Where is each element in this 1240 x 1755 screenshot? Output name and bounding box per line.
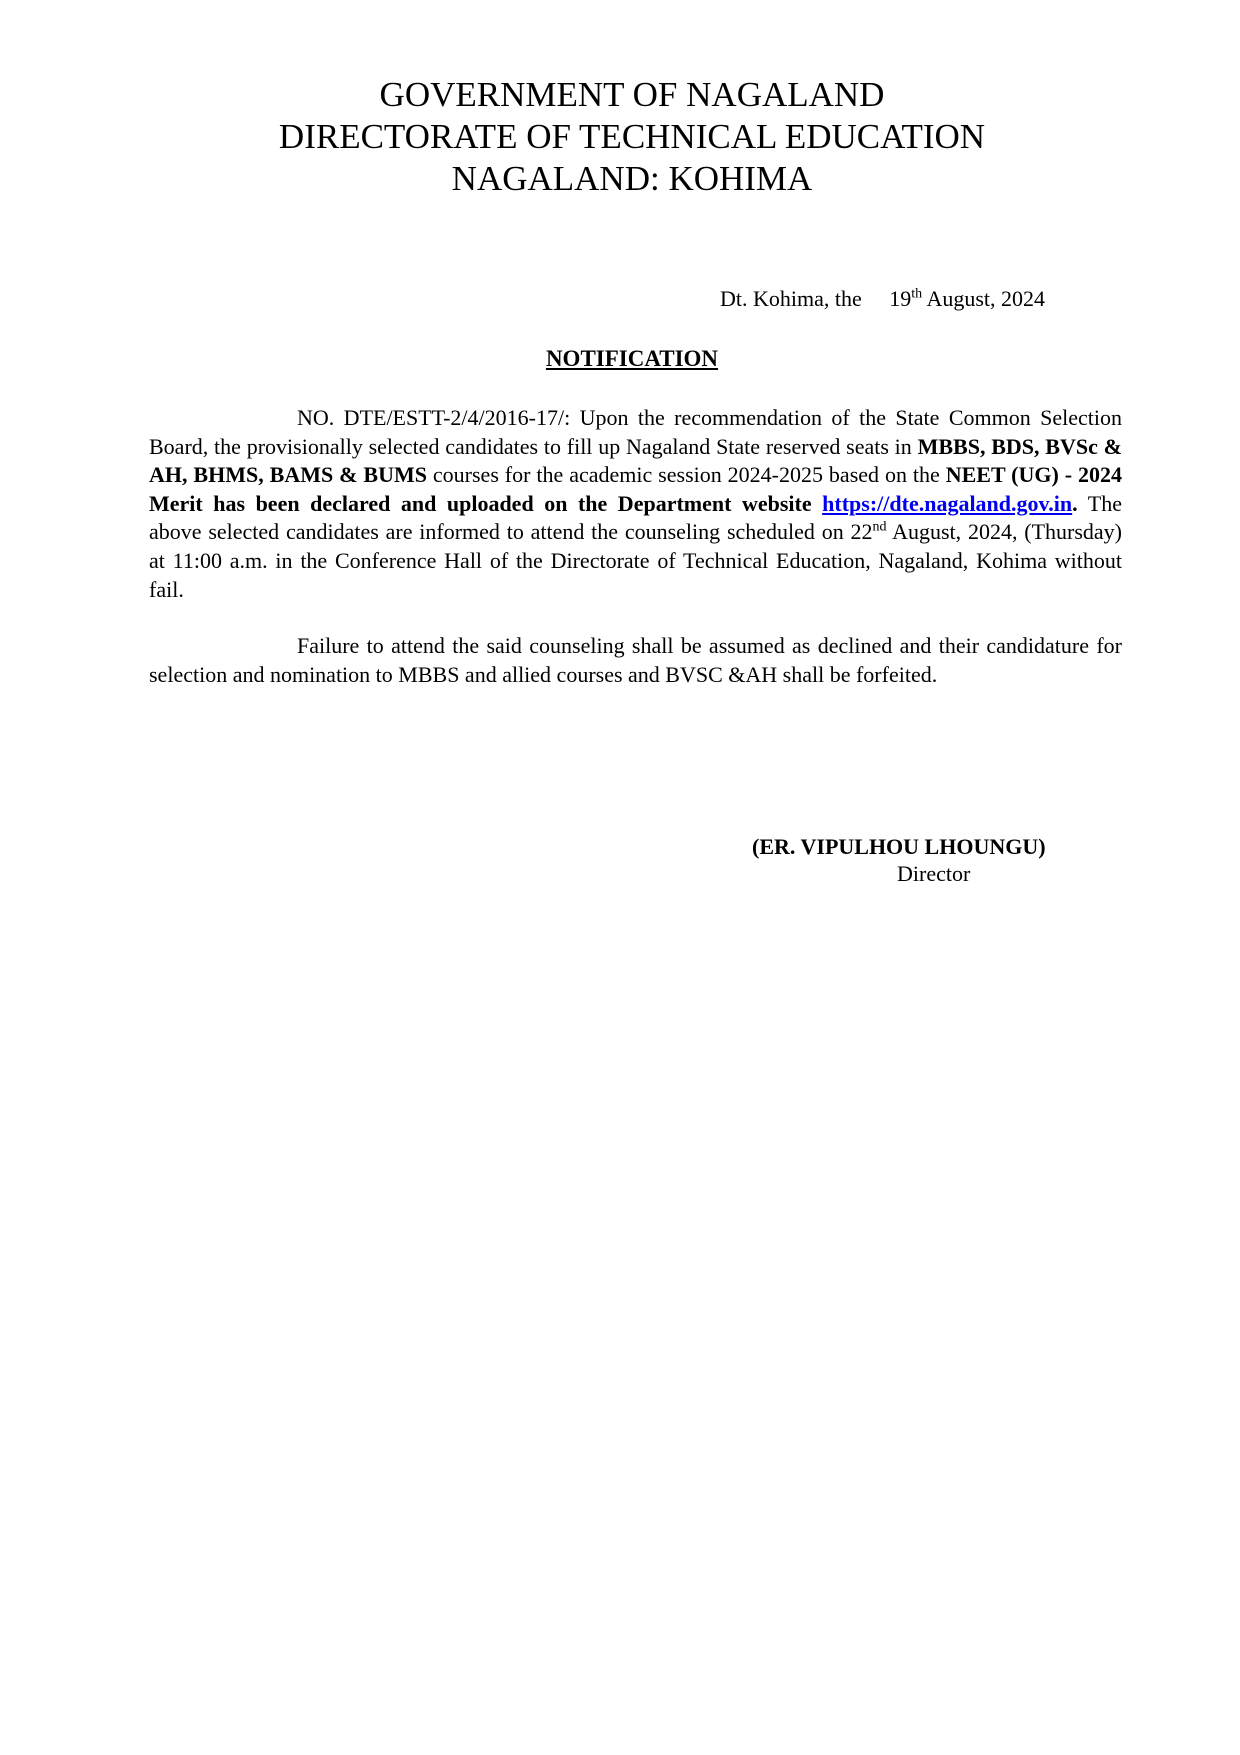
para1-courses: MBBS, BDS, BVSc & AH, BHMS, BAMS & BUMS [149,433,1122,488]
signatory-name: (ER. VIPULHOU LHOUNGU) [752,834,1046,859]
letterhead [0,74,1240,200]
notification-paragraph-1 [149,404,1122,604]
para1-period: . [1072,490,1078,516]
date-line [720,286,1080,312]
notification-title: NOTIFICATION [545,346,719,371]
para1-text-3: The above selected candidates are informed to attend the counseling scheduled on 22 [149,490,1122,545]
date-day: 19 [889,286,912,311]
letterhead-location: NAGALAND: KOHIMA [451,159,813,198]
department-website-link[interactable]: https://dte.nagaland.gov.in [822,490,1073,516]
para1-text-2: courses for the academic session 2024-2025 based on the [426,462,946,488]
letterhead-directorate: DIRECTORATE OF TECHNICAL EDUCATION [278,117,986,156]
para1-ordinal-suffix: nd [872,520,887,536]
para1-text-1: NO. DTE/ESTT-2/4/2016-17/: Upon the recommendation of the State Common Selection Board, the provisionally selected candidates to fill up Nagaland State reserved seats in [149,405,1122,459]
date-day-suffix: th [911,286,923,302]
letterhead-government: GOVERNMENT OF NAGALAND [379,75,885,114]
para1-text-4: August, 2024, (Thursday) at 11:00 a.m. in the Conference Hall of the Directorate of Technical Education, Nagaland, Kohima without fail. [149,519,1122,602]
para1-merit-statement: NEET (UG) - 2024 Merit has been declared and uploaded on the Department website [149,462,1122,516]
date-rest: August, 2024 [926,286,1046,311]
signatory-designation: Director [897,861,971,886]
notification-paragraph-2: Failure to attend the said counseling shall be assumed as declined and their candidature for selection and nomination to MBBS and allied courses and BVSC &AH shall be forfeited. [149,633,1122,687]
date-prefix: Dt. Kohima, the [720,286,862,311]
